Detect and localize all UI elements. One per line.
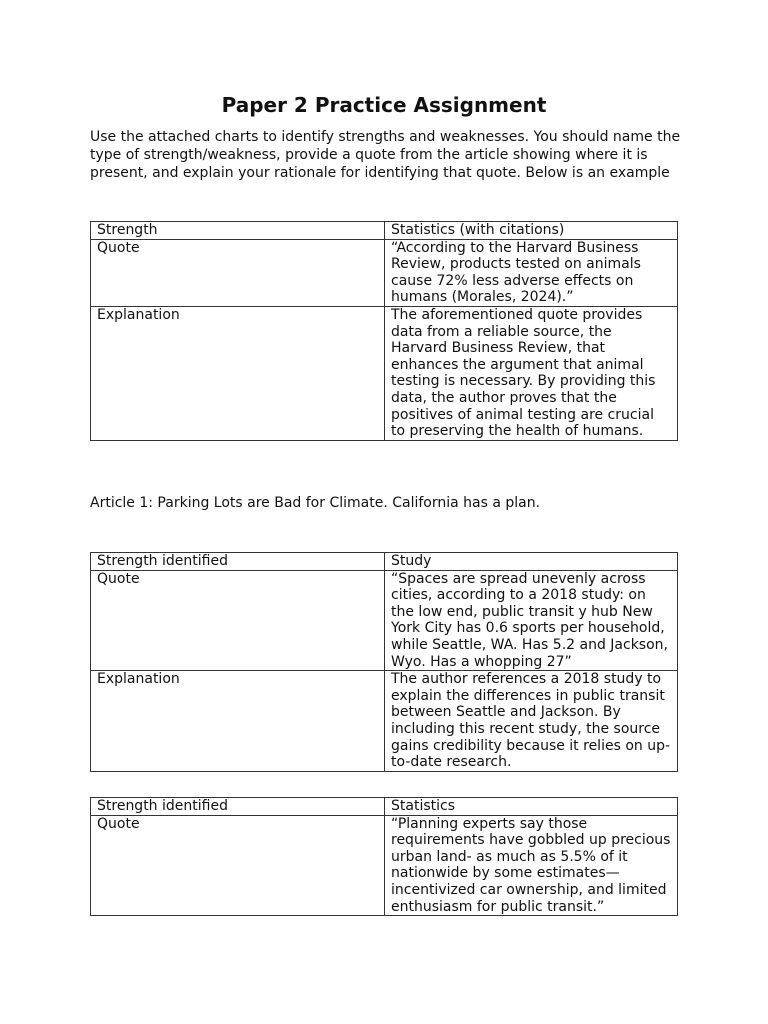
table-row bbox=[91, 671, 678, 772]
table-row bbox=[91, 570, 678, 671]
example-table bbox=[90, 221, 678, 441]
row-label: Explanation bbox=[91, 306, 385, 440]
row-value: “Planning experts say those requirements have gobbled up precious urban land- as much as 5.5% of it nationwide by some estimates—incentivized car ownership, and limited enthusiasm for public transit.” bbox=[385, 815, 678, 916]
row-value: The author references a 2018 study to explain the differences in public transit between Seattle and Jackson. By including this recent study, the source gains credibility because it relies on up-to-date research. bbox=[385, 671, 678, 772]
row-value: “According to the Harvard Business Review, products tested on animals cause 72% less adverse effects on humans (Morales, 2024).” bbox=[385, 239, 678, 306]
article-heading: Article 1: Parking Lots are Bad for Climate. California has a plan. bbox=[90, 495, 541, 511]
article1-strength-table bbox=[90, 552, 678, 772]
table-row bbox=[91, 239, 678, 306]
table-row bbox=[91, 306, 678, 440]
table-row bbox=[91, 553, 678, 571]
table-row bbox=[91, 222, 678, 240]
row-label: Strength bbox=[91, 222, 385, 240]
row-label: Quote bbox=[91, 570, 385, 671]
row-label: Explanation bbox=[91, 671, 385, 772]
table-row bbox=[91, 815, 678, 916]
table-row bbox=[91, 798, 678, 816]
row-label: Quote bbox=[91, 239, 385, 306]
row-label: Strength identified bbox=[91, 798, 385, 816]
row-label: Quote bbox=[91, 815, 385, 916]
row-value: The aforementioned quote provides data from a reliable source, the Harvard Business Review, that enhances the argument that animal testing is necessary. By providing this data, the author proves that the positives of animal testing are crucial to preserving the health of humans. bbox=[385, 306, 678, 440]
article1-second-strength-table bbox=[90, 797, 678, 916]
row-value: Study bbox=[385, 553, 678, 571]
page-title: Paper 2 Practice Assignment bbox=[221, 93, 547, 117]
row-value: Statistics bbox=[385, 798, 678, 816]
intro-paragraph: Use the attached charts to identify strengths and weaknesses. You should name the type of strength/weakness, provide a quote from the article showing where it is present, and explain your rationale for identifying that quote. Below is an example bbox=[90, 129, 681, 181]
row-value: “Spaces are spread unevenly across cities, according to a 2018 study: on the low end, public transit y hub New York City has 0.6 sports per household, while Seattle, WA. Has 5.2 and Jackson, Wyo. Has a whopping 27” bbox=[385, 570, 678, 671]
row-value: Statistics (with citations) bbox=[385, 222, 678, 240]
row-label: Strength identified bbox=[91, 553, 385, 571]
